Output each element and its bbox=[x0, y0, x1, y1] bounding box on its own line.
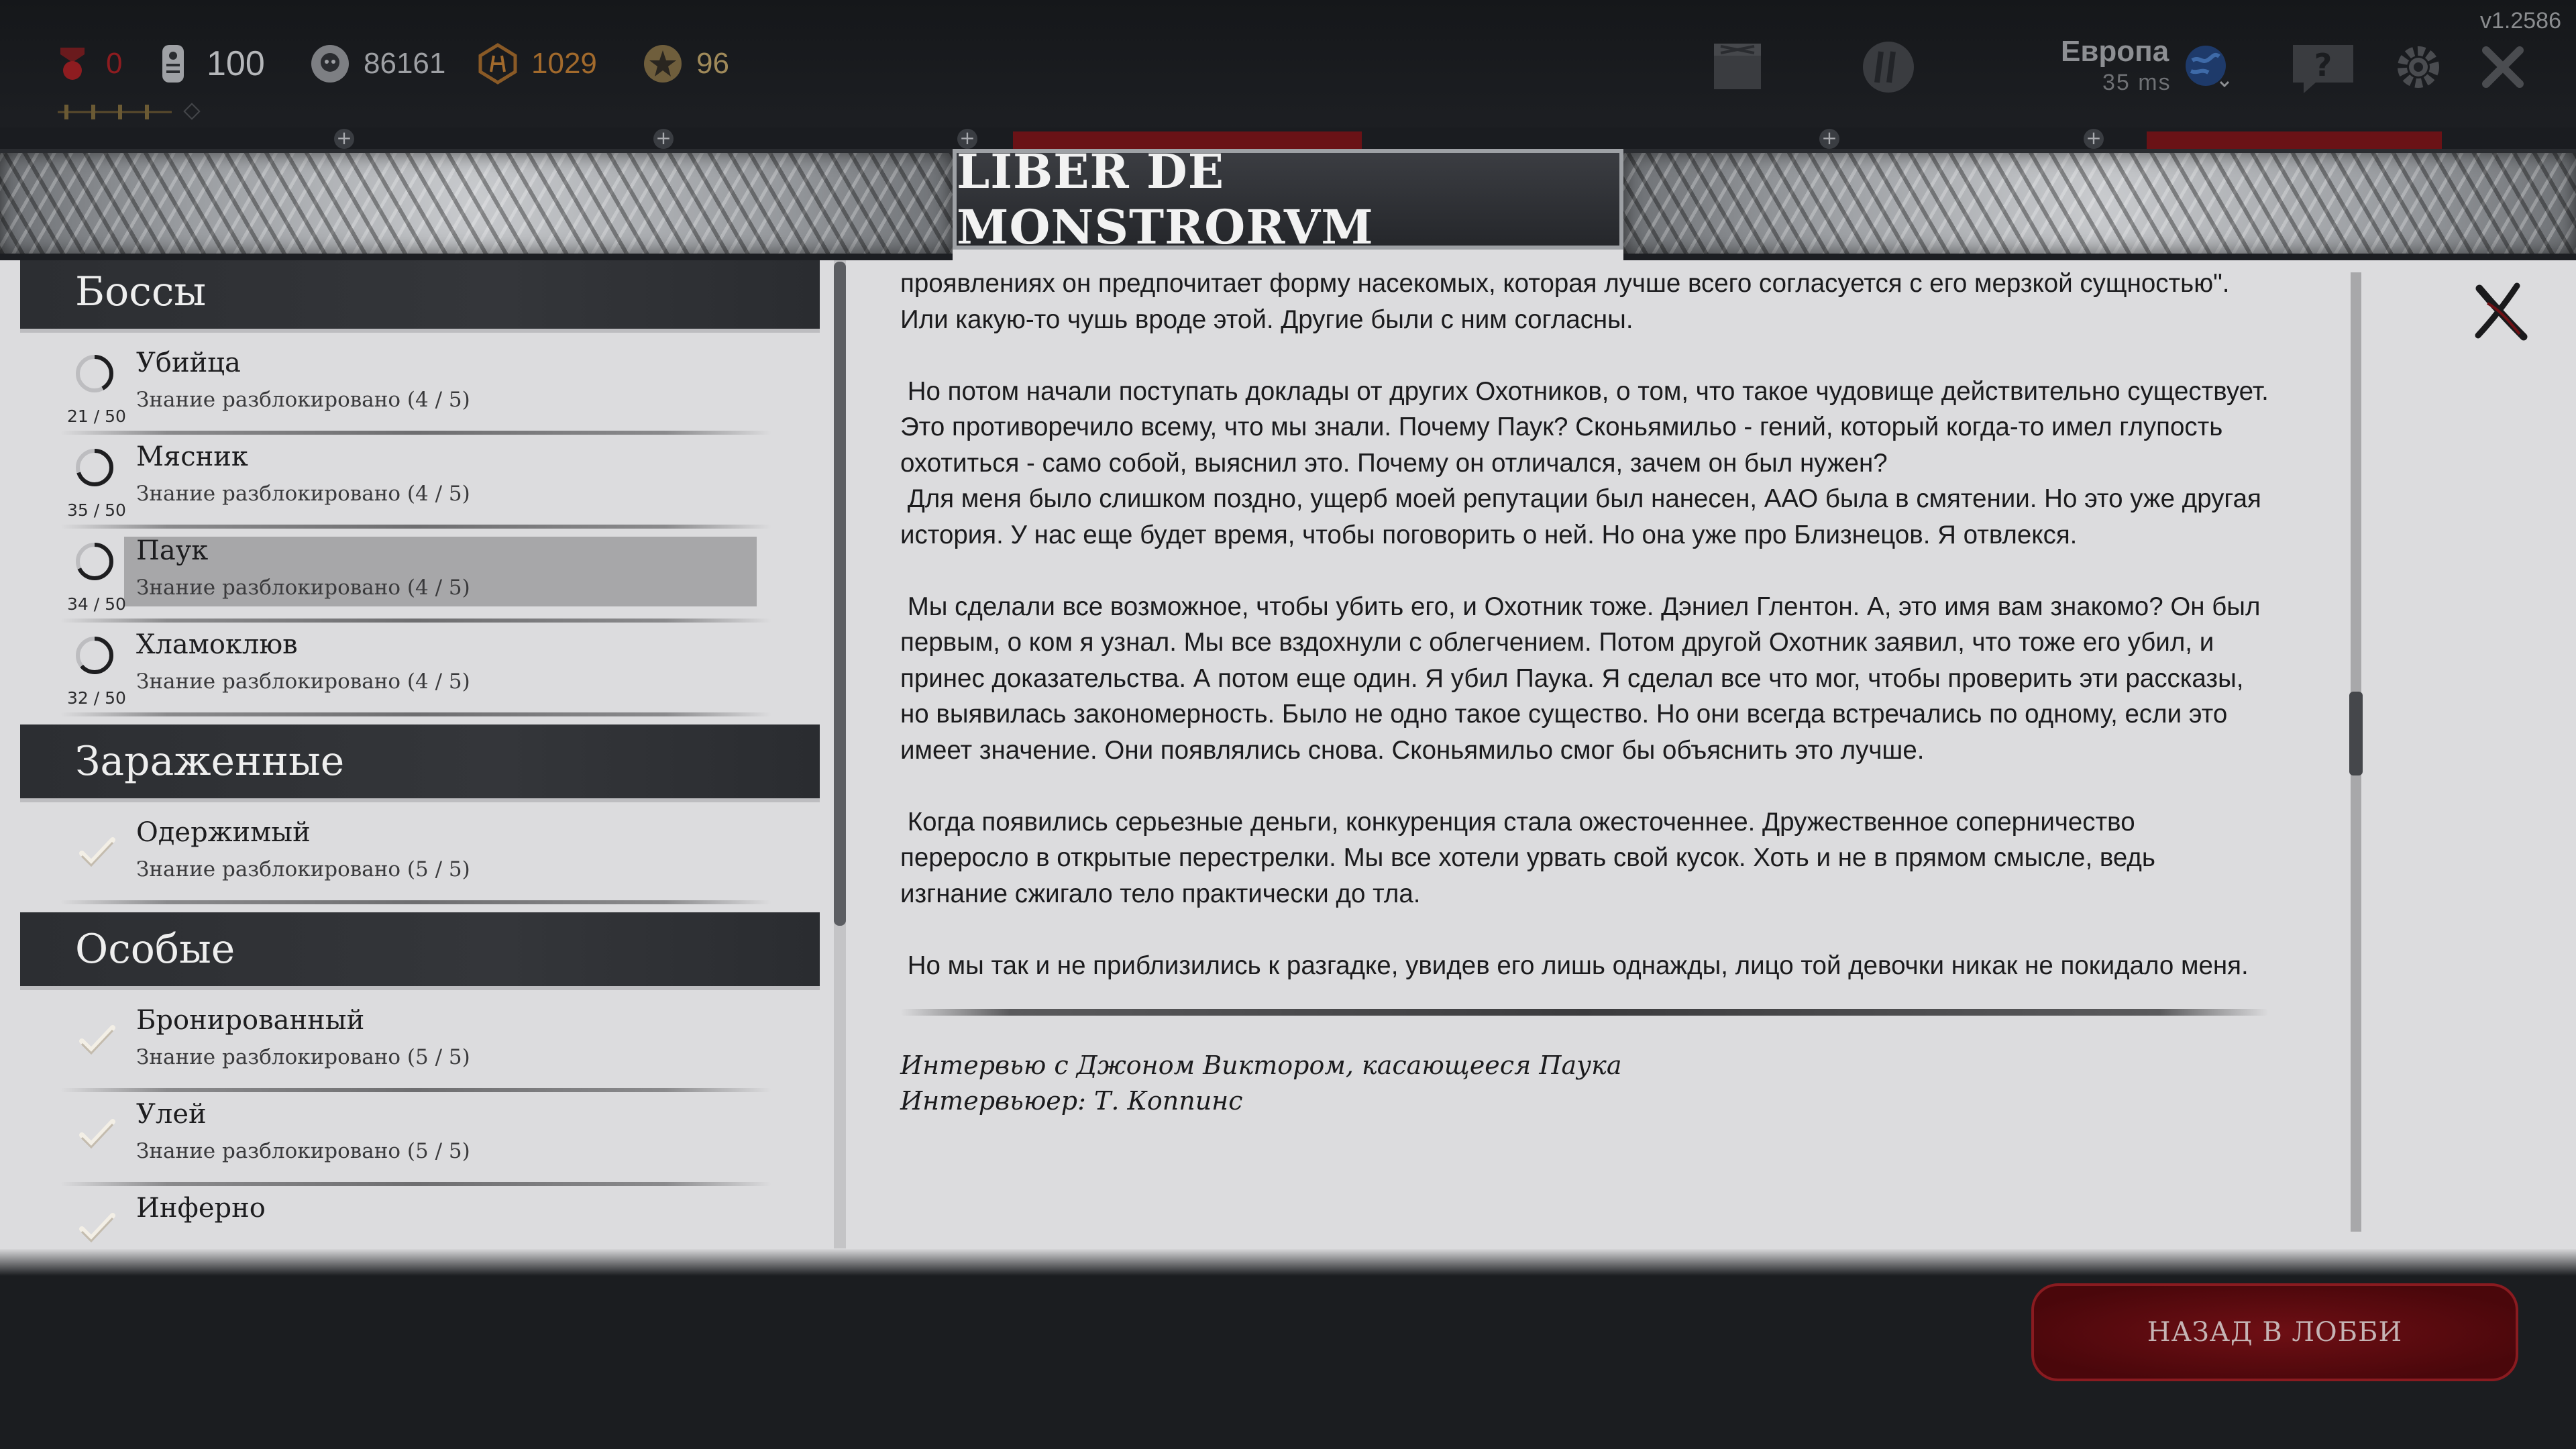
blood-bond-icon bbox=[641, 42, 684, 85]
monster-name: Паук bbox=[136, 535, 209, 566]
lore-caption-interviewer: Интервьюер: Т. Коппинс bbox=[900, 1086, 1243, 1116]
settings-icon bbox=[2388, 37, 2449, 97]
close-panel-icon[interactable] bbox=[2467, 279, 2532, 343]
region-name: Европа bbox=[2061, 35, 2169, 68]
close-icon bbox=[2473, 37, 2533, 97]
hunt-dollar-counter[interactable] bbox=[476, 37, 597, 91]
progress-count: 32 / 50 bbox=[67, 688, 126, 708]
list-item-butcher[interactable] bbox=[20, 439, 758, 533]
add-pin-icon[interactable]: + bbox=[957, 129, 977, 149]
settings-button[interactable] bbox=[2388, 37, 2449, 97]
text-scrollbar-thumb[interactable] bbox=[2349, 692, 2363, 775]
page-title: LIBER DE MONSTRORVM bbox=[957, 144, 1374, 255]
progress-count: 34 / 50 bbox=[67, 594, 126, 614]
category-header-bosses: Боссы bbox=[20, 255, 820, 329]
add-pin-icon[interactable]: + bbox=[334, 129, 354, 149]
list-item-armored[interactable] bbox=[20, 1002, 758, 1096]
monster-name: Бронированный bbox=[136, 1005, 365, 1036]
version-label: v1.2586 bbox=[2480, 8, 2561, 34]
divider bbox=[60, 1088, 771, 1092]
bestiary-panel bbox=[0, 246, 2576, 1267]
progress-ring-icon bbox=[74, 447, 115, 488]
monster-list[interactable] bbox=[0, 246, 839, 1252]
twitch-icon bbox=[1858, 37, 1919, 97]
monster-name: Хламоклюв bbox=[136, 629, 298, 660]
hunt-dollar-value: 1029 bbox=[531, 47, 597, 80]
monster-name: Мясник bbox=[136, 441, 248, 472]
lore-caption: Интервью с Джоном Виктором, касающееся Паука bbox=[900, 1050, 1622, 1080]
help-button[interactable] bbox=[2286, 37, 2360, 97]
blood-bond-counter[interactable] bbox=[641, 37, 729, 91]
skull-coin-icon bbox=[309, 42, 352, 85]
dogtag-value: 100 bbox=[207, 44, 265, 83]
progress-count: 21 / 50 bbox=[67, 407, 126, 426]
crate-button[interactable] bbox=[1707, 37, 1768, 97]
svg-text:?: ? bbox=[2314, 47, 2332, 83]
banner-ornament-left bbox=[0, 149, 953, 260]
lore-status: Знание разблокировано (4 / 5) bbox=[136, 576, 470, 600]
region-ping: 35 ms bbox=[2102, 70, 2171, 95]
skull-coin-value: 86161 bbox=[364, 47, 446, 80]
banner-ornament-right bbox=[1623, 149, 2576, 260]
progress-ring-icon bbox=[74, 635, 115, 676]
monster-name: Одержимый bbox=[136, 817, 311, 848]
lore-status: Знание разблокировано (5 / 5) bbox=[136, 1139, 470, 1163]
twitch-button[interactable] bbox=[1858, 37, 1919, 97]
title-plate bbox=[953, 144, 1623, 255]
help-icon bbox=[2286, 37, 2360, 97]
checkmark-icon bbox=[74, 1203, 121, 1250]
globe-icon bbox=[2180, 40, 2234, 94]
monster-name: Улей bbox=[136, 1099, 207, 1130]
lore-status: Знание разблокировано (5 / 5) bbox=[136, 857, 470, 881]
lore-status: Знание разблокировано (4 / 5) bbox=[136, 482, 470, 506]
panel-torn-edge bbox=[0, 1249, 2576, 1276]
crate-icon bbox=[1707, 37, 1768, 97]
medal-progress-beads bbox=[58, 102, 205, 122]
progress-ring-icon bbox=[74, 541, 115, 582]
divider bbox=[60, 712, 771, 716]
list-item-grunt[interactable] bbox=[20, 814, 758, 908]
category-header-infected: Зараженные bbox=[20, 724, 820, 798]
list-scrollbar-thumb[interactable] bbox=[834, 262, 846, 926]
red-medal-counter[interactable] bbox=[51, 37, 122, 91]
blood-bond-value: 96 bbox=[696, 47, 729, 80]
lore-paragraph: проявлениях он предпочитает форму насекомых, которая лучше всего согласуется с его мерзкой сущностью". Или какую-то чушь вроде этой. Другие были с ним согласны. bbox=[900, 269, 2237, 334]
progress-count: 35 / 50 bbox=[67, 500, 126, 520]
lore-text[interactable] bbox=[900, 266, 2269, 1238]
checkmark-icon bbox=[74, 1110, 121, 1157]
monster-name: Убийца bbox=[136, 347, 241, 378]
lore-paragraph: Но мы так и не приблизились к разгадке, увидев его лишь однажды, лицо той девочки никак не покидало меня. bbox=[900, 951, 2249, 980]
lore-paragraph: Когда появились серьезные деньги, конкуренция стала ожесточеннее. Дружественное соперничество переросло в открытые перестрелки. Мы все хотели урвать свой кусок. Хоть и не в прямом смысле, ведь изгнание сжигало тело практически до тла. bbox=[900, 807, 2163, 908]
dogtag-icon bbox=[152, 42, 195, 85]
divider bbox=[60, 900, 771, 904]
category-header-special: Особые bbox=[20, 912, 820, 986]
list-item-hive[interactable] bbox=[20, 1096, 758, 1190]
divider bbox=[60, 431, 771, 435]
add-pin-icon[interactable]: + bbox=[2084, 129, 2104, 149]
add-pin-icon[interactable]: + bbox=[653, 129, 674, 149]
lore-status: Знание разблокировано (4 / 5) bbox=[136, 669, 470, 694]
list-item-scrapbeak[interactable] bbox=[20, 627, 758, 720]
red-medal-value: 0 bbox=[106, 47, 123, 80]
dogtag-counter[interactable] bbox=[152, 37, 265, 91]
divider bbox=[60, 1182, 771, 1186]
add-pin-icon[interactable]: + bbox=[1819, 129, 1839, 149]
progress-ring-icon bbox=[74, 353, 115, 394]
back-to-lobby-button[interactable]: НАЗАД В ЛОББИ bbox=[2031, 1283, 2518, 1381]
lore-status: Знание разблокировано (4 / 5) bbox=[136, 388, 470, 412]
hunter-dollar-icon bbox=[476, 42, 519, 85]
red-medal-icon bbox=[51, 42, 94, 85]
text-divider bbox=[900, 1009, 2269, 1016]
lore-status: Знание разблокировано (5 / 5) bbox=[136, 1045, 470, 1069]
exit-button[interactable] bbox=[2473, 37, 2533, 97]
checkmark-icon bbox=[74, 828, 121, 875]
divider bbox=[60, 619, 771, 623]
skull-coin-counter[interactable] bbox=[309, 37, 445, 91]
list-item-spider[interactable] bbox=[20, 533, 758, 627]
top-hud bbox=[0, 0, 2576, 134]
lore-paragraph: Но потом начали поступать доклады от других Охотников, о том, что такое чудовище действительно существует. Это противоречило всему, что мы знали. Почему Паук? Сконьямильо - гений, который когда-то имел глупость охотиться - само собой, выяснил это. Почему он отличался, зачем он был нужен? Для меня было слишком поздно, ущерб моей репутации был нанесен, ААО была в смятении. Но это уже другая история. У нас еще будет время, чтобы поговорить о ней. Но она уже про Близнецов. Я отвлекся. bbox=[900, 376, 2269, 549]
list-item-assassin[interactable] bbox=[20, 345, 758, 439]
checkmark-icon bbox=[74, 1016, 121, 1063]
title-banner bbox=[0, 144, 2576, 255]
divider bbox=[60, 525, 771, 529]
monster-name: Инферно bbox=[136, 1193, 266, 1224]
lore-paragraph: Мы сделали все возможное, чтобы убить его, и Охотник тоже. Дэниел Глентон. А, это имя вам знакомо? Он был первым, о ком я узнал. Мы все вздохнули с облегчением. Потом другой Охотник заявил, что тоже его убил, и принес доказательства. А потом еще один. Я убил Паука. Я сделал все что мог, чтобы проверить эти рассказы, но выявилась закономерность. Было не одно такое существо. Но они всегда встречались по одному, если это имеет значение. Они появлялись снова. Сконьямильо смог бы объяснить это лучше. bbox=[900, 592, 2268, 765]
region-button[interactable] bbox=[2180, 37, 2234, 97]
